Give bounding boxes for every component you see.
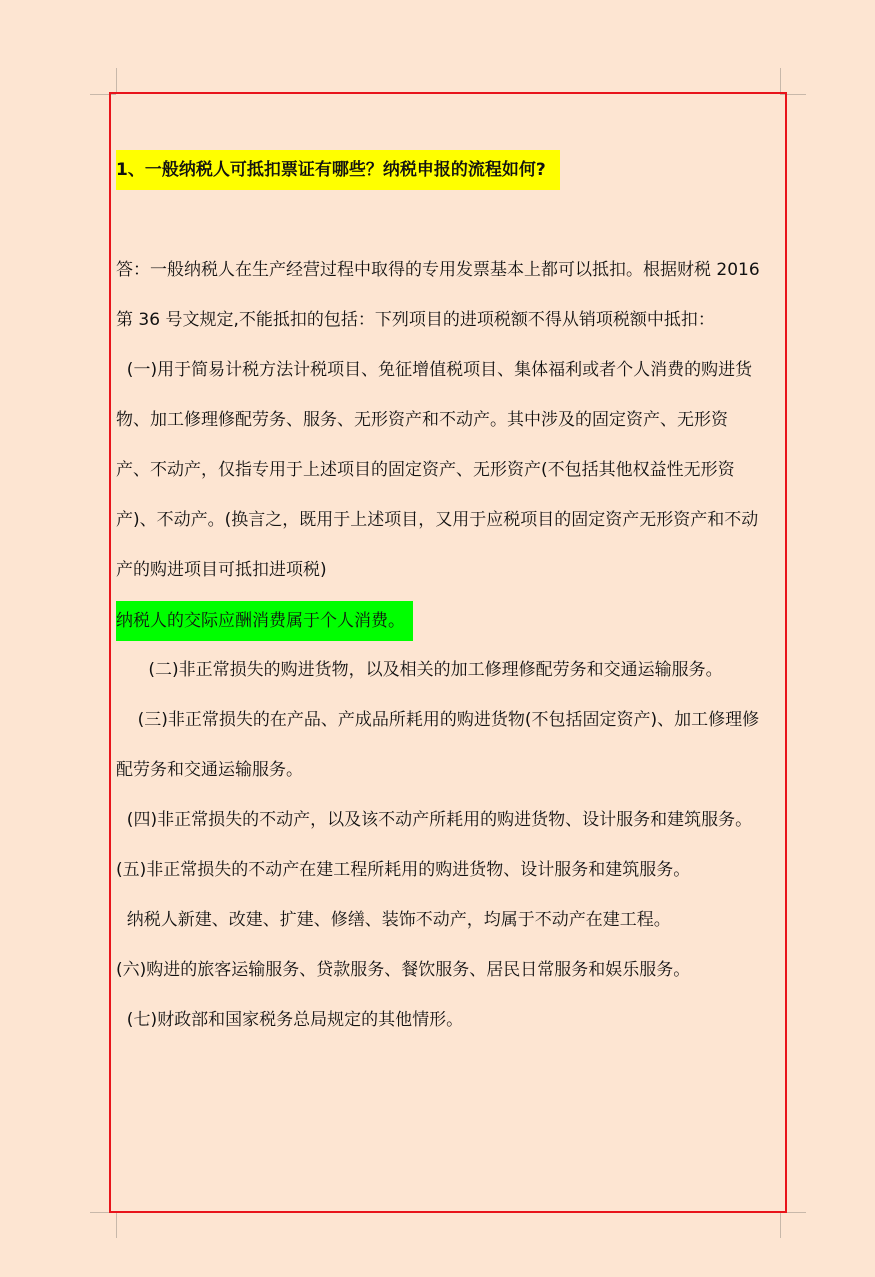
paragraph-line: (七)财政部和国家税务总局规定的其他情形。: [116, 1010, 464, 1030]
crop-mark: [780, 1212, 781, 1238]
paragraph-line: (二)非正常损失的购进货物，以及相关的加工修理修配劳务和交通运输服务。: [116, 660, 723, 680]
paragraph-line: 配劳务和交通运输服务。: [116, 760, 303, 780]
paragraph-line: (六)购进的旅客运输服务、贷款服务、餐饮服务、居民日常服务和娱乐服务。: [116, 960, 691, 980]
note-line: [116, 596, 413, 646]
paragraph-line: (一)用于简易计税方法计税项目、免征增值税项目、集体福利或者个人消费的购进货: [116, 360, 753, 380]
paragraph-line: (三)非正常损失的在产品、产成品所耗用的购进货物(不包括固定资产)、加工修理修: [116, 710, 760, 730]
paragraph-line: 纳税人新建、改建、扩建、修缮、装饰不动产，均属于不动产在建工程。: [116, 910, 671, 930]
paragraph-line: 产)、不动产。(换言之，既用于上述项目，又用于应税项目的固定资产无形资产和不动: [116, 510, 759, 530]
paragraph-line: 第 36 号文规定,不能抵扣的包括：下列项目的进项税额不得从销项税额中抵扣：: [116, 310, 715, 330]
crop-mark: [116, 68, 117, 94]
paragraph-line: 产的购进项目可抵扣进项税): [116, 560, 327, 580]
paragraph-line: (四)非正常损失的不动产，以及该不动产所耗用的购进货物、设计服务和建筑服务。: [116, 810, 753, 830]
paragraph-line: 产、不动产，仅指专用于上述项目的固定资产、无形资产(不包括其他权益性无形资: [116, 460, 735, 480]
heading-line: [116, 145, 560, 195]
crop-mark: [116, 1212, 117, 1238]
paragraph-line: 答：一般纳税人在生产经营过程中取得的专用发票基本上都可以抵扣。根据财税 2016: [116, 260, 760, 280]
crop-mark: [780, 68, 781, 94]
question-heading: 1、一般纳税人可抵扣票证有哪些？纳税申报的流程如何?: [116, 150, 560, 190]
green-highlight-note: 纳税人的交际应酬消费属于个人消费。: [116, 601, 413, 641]
paragraph-line: 物、加工修理修配劳务、服务、无形资产和不动产。其中涉及的固定资产、无形资: [116, 410, 728, 430]
paragraph-line: (五)非正常损失的不动产在建工程所耗用的购进货物、设计服务和建筑服务。: [116, 860, 691, 880]
